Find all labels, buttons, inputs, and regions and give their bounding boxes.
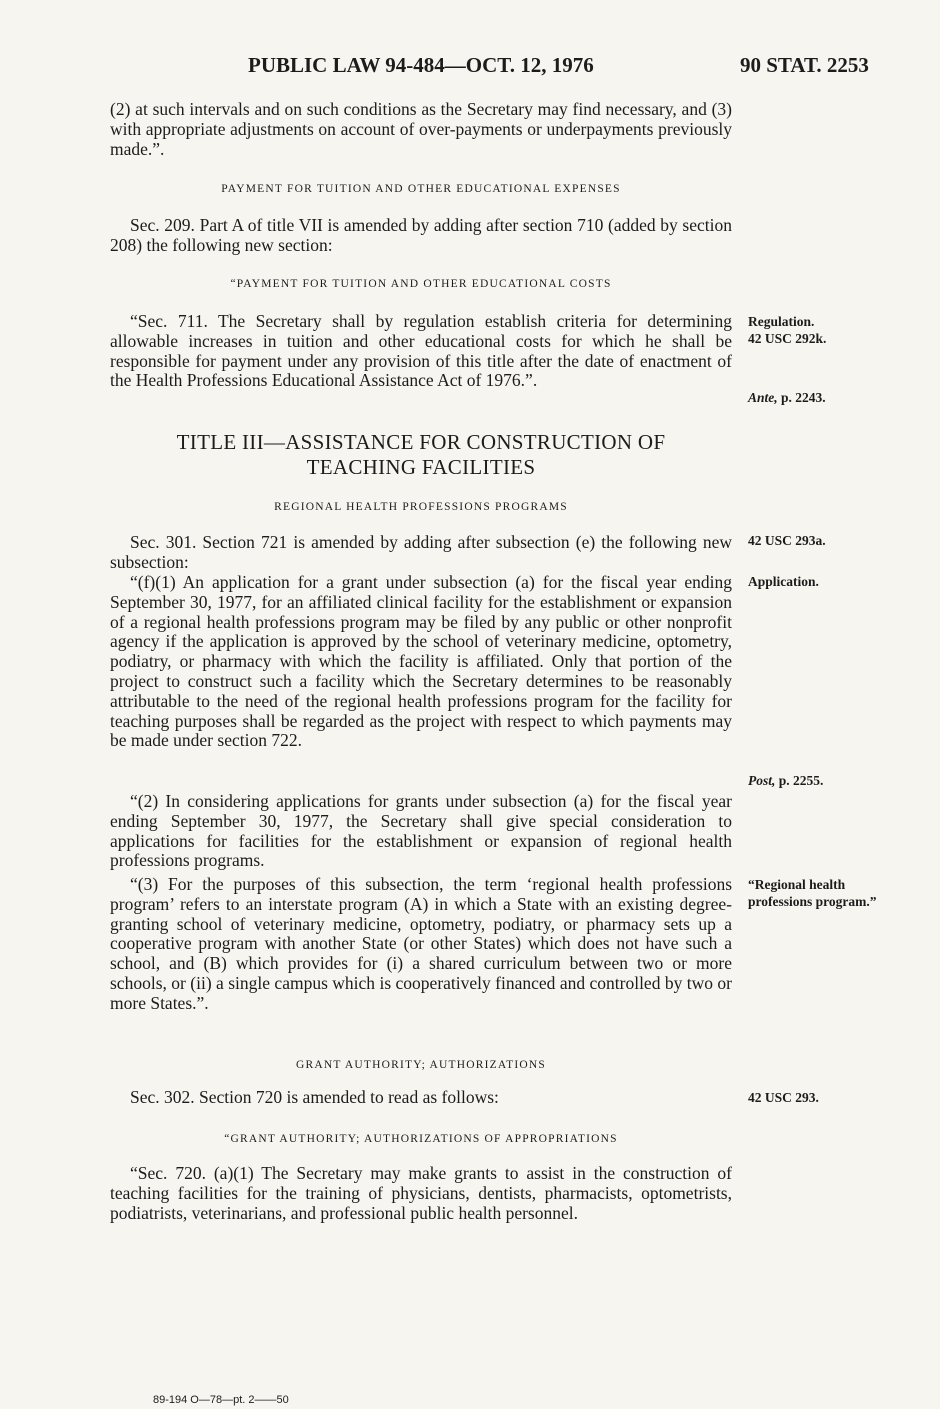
margin-ante-label: Ante, <box>748 390 778 405</box>
subsection-f2: “(2) In considering applications for grants under subsection (a) for the fiscal year ending September 30, 1977, the Secretary shall give special consideration to applications for facilities for the establishment or expansion of regional health professions programs. <box>110 791 732 871</box>
margin-note-42usc293: 42 USC 293. <box>748 1090 819 1105</box>
margin-note-42usc292k: 42 USC 292k. <box>748 331 827 346</box>
caption-grant-authority: GRANT AUTHORITY; AUTHORIZATIONS <box>296 1059 546 1071</box>
print-job-footer: 89-194 O—78—pt. 2——50 <box>153 1394 289 1406</box>
caption-regional-programs: REGIONAL HEALTH PROFESSIONS PROGRAMS <box>274 501 568 513</box>
running-header-law: PUBLIC LAW 94-484—OCT. 12, 1976 <box>248 53 594 77</box>
section-720: “Sec. 720. (a)(1) The Secretary may make grants to assist in the construction of teaching facilities for the training of physicians, dentists, pharmacists, optometrists, podiatrists, veterinarians, and professional public health personnel. <box>110 1163 732 1223</box>
margin-note-regulation: Regulation. <box>748 314 815 329</box>
margin-note-application: Application. <box>748 574 819 589</box>
margin-note-ante <box>748 390 898 407</box>
section-711: “Sec. 711. The Secretary shall by regulation establish criteria for determining allowable increases in tuition and other educational costs for which he shall be responsible for payment under any provision of this title after the date of enactment of the Health Professions Educational Assistance Act of 1976.”. <box>110 311 732 391</box>
subsection-f3: “(3) For the purposes of this subsection, the term ‘regional health professions program’ refers to an interstate program (A) in which a State with an existing degree-granting school of veterinary medicine, optometry, podiatry, or pharmacy sets up a cooperative program with another State (or other States) which does not have such a school, and (B) which provides for (i) a shared curriculum between two or more schools, or (ii) a single campus which is cooperatively financed and controlled by two or more States.”. <box>110 874 732 1013</box>
title-iii-heading-line1: TITLE III—ASSISTANCE FOR CONSTRUCTION OF <box>176 430 666 454</box>
running-header-stat-page: 90 STAT. 2253 <box>740 53 869 77</box>
margin-post-label: Post, <box>748 773 776 788</box>
margin-note-regional-definition: “Regional health professions program.” <box>748 877 877 909</box>
caption-payment-tuition: PAYMENT FOR TUITION AND OTHER EDUCATIONAL EXPENSES <box>221 183 621 195</box>
section-302: Sec. 302. Section 720 is amended to read as follows: <box>130 1087 499 1107</box>
margin-note-post <box>748 773 898 790</box>
margin-note-42usc293a: 42 USC 293a. <box>748 533 826 548</box>
title-iii-heading-line2: TEACHING FACILITIES <box>306 455 536 479</box>
subsection-f1: “(f)(1) An application for a grant under subsection (a) for the fiscal year ending September 30, 1977, for an affiliated clinical facility for the establishment or expansion of a regional health professions program may be filed by any public or other nonprofit agency if the application is approved by the school of veterinary medicine, optometry, podiatry, or pharmacy with which the facility is affiliated. Only that portion of the project to construct such a facility which the Secretary determines to be reasonably attributable to the need of the regional health professions program for the facility for teaching purposes shall be regarded as the project with respect to which payments may be made under section 722. <box>110 572 732 751</box>
section-209: Sec. 209. Part A of title VII is amended by adding after section 710 (added by section 208) the following new section: <box>110 215 732 255</box>
caption-grant-authority-quoted: “GRANT AUTHORITY; AUTHORIZATIONS OF APPROPRIATIONS <box>224 1133 618 1145</box>
margin-post-page: p. 2255. <box>778 773 824 788</box>
section-301: Sec. 301. Section 721 is amended by adding after subsection (e) the following new subsection: <box>110 532 732 572</box>
margin-ante-page: p. 2243. <box>781 390 826 405</box>
caption-payment-tuition-quoted: “PAYMENT FOR TUITION AND OTHER EDUCATIONAL COSTS <box>230 278 612 290</box>
continued-paragraph: (2) at such intervals and on such conditions as the Secretary may find necessary, and (3) with appropriate adjustments on account of over-payments or underpayments previously made.”. <box>110 99 732 159</box>
